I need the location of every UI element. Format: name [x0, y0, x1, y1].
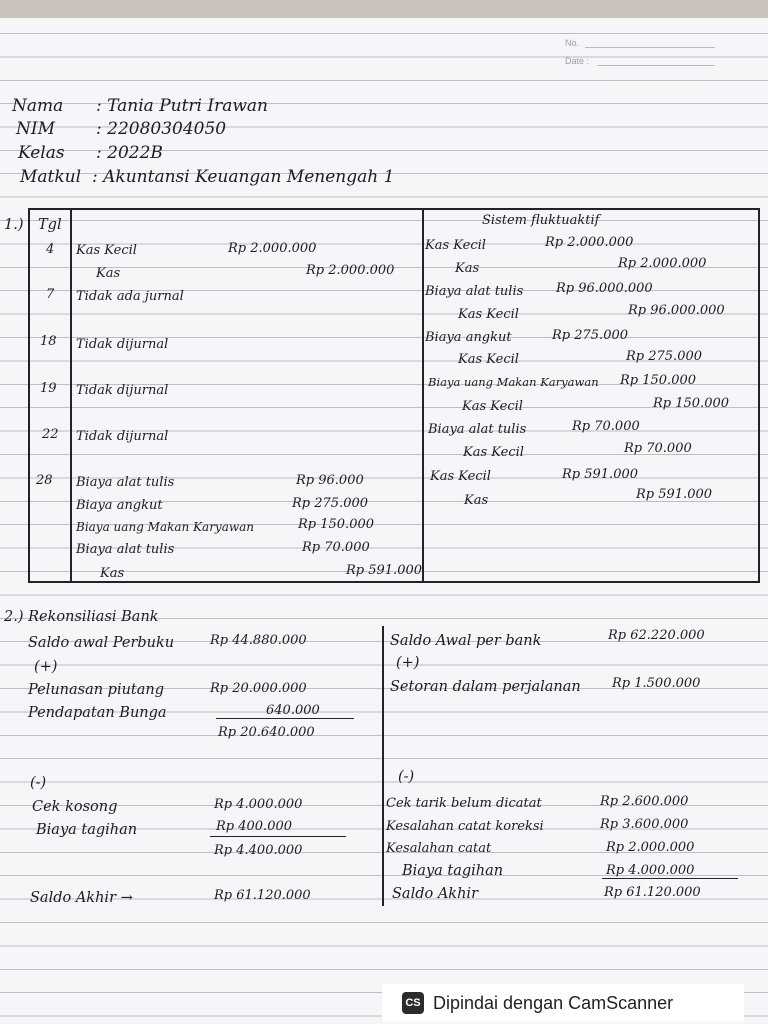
left-credit: Rp 2.000.000 — [306, 263, 395, 278]
nim-label: NIM — [16, 119, 55, 139]
pendapatan-label: Pendapatan Bunga — [28, 705, 167, 721]
biaya-tagihan-bank-value: Rp 4.000.000 — [606, 863, 695, 878]
biaya-tagihan-value: Rp 400.000 — [216, 819, 293, 834]
row-date: 18 — [40, 334, 57, 349]
nama-label: Nama — [12, 96, 64, 116]
right-account: Kas Kecil — [425, 238, 486, 253]
right-credit: Rp 2.000.000 — [618, 256, 707, 271]
left-debit: Rp 96.000 — [296, 473, 364, 488]
cek-tarik-value: Rp 2.600.000 — [600, 794, 689, 809]
right-debit: Rp 96.000.000 — [556, 281, 653, 296]
right-account: Kas Kecil — [462, 399, 523, 414]
date-line — [597, 65, 715, 66]
left-account: Tidak ada jurnal — [76, 289, 184, 304]
pendapatan-value: 640.000 — [266, 703, 320, 718]
saldo-akhir-bank-label: Saldo Akhir — [392, 886, 479, 902]
reconciliation-divider — [382, 626, 384, 906]
cek-kosong-value: Rp 4.000.000 — [214, 797, 303, 812]
nama-value: : Tania Putri Irawan — [96, 96, 269, 116]
minus-label: (-) — [30, 775, 47, 791]
kesalahan-catat-value: Rp 2.000.000 — [606, 840, 695, 855]
subtotal-minus-value: Rp 4.400.000 — [214, 843, 303, 858]
saldo-akhir-bank-value: Rp 61.120.000 — [604, 885, 701, 900]
right-account: Biaya alat tulis — [425, 284, 524, 299]
left-account: Biaya uang Makan Karyawan — [76, 520, 255, 534]
right-debit: Rp 591.000 — [562, 467, 639, 482]
camscanner-watermark — [382, 984, 744, 1022]
kelas-label: Kelas — [18, 143, 65, 163]
subtotal-plus-value: Rp 20.640.000 — [218, 725, 315, 740]
saldo-awal-bank-label: Saldo Awal per bank — [390, 633, 542, 649]
left-debit: Rp 275.000 — [292, 496, 369, 511]
saldo-awal-buku-label: Saldo awal Perbuku — [28, 635, 175, 651]
left-credit: Rp 591.000 — [346, 563, 423, 578]
saldo-awal-bank-value: Rp 62.220.000 — [608, 628, 705, 643]
camscanner-logo-icon: CS — [402, 992, 424, 1014]
right-debit: Rp 2.000.000 — [545, 235, 634, 250]
right-credit: Rp 96.000.000 — [628, 303, 725, 318]
row-date: 19 — [40, 381, 57, 396]
right-debit: Rp 275.000 — [552, 328, 629, 343]
kesalahan-catat-label: Kesalahan catat — [386, 841, 492, 856]
plus-label: (+) — [396, 655, 420, 671]
date-label: Date : — [565, 56, 590, 66]
kelas-value: : 2022B — [96, 143, 163, 163]
system-header: Sistem fluktuaktif — [482, 213, 600, 228]
biaya-tagihan-bank-label: Biaya tagihan — [402, 863, 504, 879]
cek-kosong-label: Cek kosong — [32, 799, 118, 815]
saldo-awal-buku-value: Rp 44.880.000 — [210, 633, 307, 648]
saldo-akhir-buku-value: Rp 61.120.000 — [214, 888, 311, 903]
saldo-akhir-buku-label: Saldo Akhir → — [30, 890, 133, 906]
left-account: Biaya alat tulis — [76, 475, 175, 490]
right-debit: Rp 150.000 — [620, 373, 697, 388]
minus-label: (-) — [398, 769, 415, 785]
right-credit: Rp 150.000 — [653, 396, 730, 411]
kesalahan-koreksi-value: Rp 3.600.000 — [600, 817, 689, 832]
left-account: Biaya alat tulis — [76, 542, 175, 557]
tgl-header: Tgl — [38, 217, 62, 233]
left-account: Kas — [96, 266, 121, 281]
right-account: Kas Kecil — [458, 352, 519, 367]
right-account: Kas Kecil — [463, 445, 524, 460]
pelunasan-value: Rp 20.000.000 — [210, 681, 307, 696]
right-credit: Rp 275.000 — [626, 349, 703, 364]
left-account: Kas Kecil — [76, 243, 137, 258]
right-account: Kas Kecil — [458, 307, 519, 322]
right-account: Biaya angkut — [425, 330, 512, 345]
sum-line — [216, 718, 354, 719]
right-account: Biaya alat tulis — [428, 422, 527, 437]
right-account: Kas Kecil — [430, 469, 491, 484]
left-account: Tidak dijurnal — [76, 337, 169, 352]
right-account: Kas — [464, 493, 489, 508]
watermark-text: Dipindai dengan CamScanner — [433, 992, 674, 1013]
q2-title: 2.) Rekonsiliasi Bank — [4, 609, 159, 625]
row-date: 4 — [46, 242, 55, 257]
left-debit: Rp 150.000 — [298, 517, 375, 532]
left-debit: Rp 2.000.000 — [228, 241, 317, 256]
sum-line — [602, 878, 738, 879]
right-account: Kas — [455, 261, 480, 276]
biaya-tagihan-label: Biaya tagihan — [36, 822, 138, 838]
matkul-label: Matkul — [20, 167, 82, 187]
left-debit: Rp 70.000 — [302, 540, 370, 555]
notebook-page — [0, 18, 768, 1024]
setoran-value: Rp 1.500.000 — [612, 676, 701, 691]
nim-value: : 22080304050 — [96, 119, 227, 139]
left-account: Kas — [100, 566, 125, 581]
no-label: No. — [565, 38, 580, 48]
kesalahan-koreksi-label: Kesalahan catat koreksi — [386, 819, 544, 834]
right-account: Biaya uang Makan Karyawan — [428, 375, 599, 389]
cek-tarik-label: Cek tarik belum dicatat — [386, 796, 542, 811]
right-credit: Rp 591.000 — [636, 487, 713, 502]
right-credit: Rp 70.000 — [624, 441, 692, 456]
left-account: Tidak dijurnal — [76, 383, 169, 398]
row-date: 7 — [46, 287, 55, 302]
row-date: 22 — [42, 427, 59, 442]
plus-label: (+) — [34, 659, 58, 675]
sum-line — [210, 836, 346, 837]
left-account: Biaya angkut — [76, 498, 163, 513]
row-date: 28 — [36, 473, 53, 488]
matkul-value: : Akuntansi Keuangan Menengah 1 — [92, 167, 395, 187]
pelunasan-label: Pelunasan piutang — [28, 682, 165, 698]
no-line — [585, 47, 715, 48]
left-account: Tidak dijurnal — [76, 429, 169, 444]
setoran-label: Setoran dalam perjalanan — [390, 679, 581, 695]
right-debit: Rp 70.000 — [572, 419, 640, 434]
q1-number: 1.) — [4, 217, 24, 233]
